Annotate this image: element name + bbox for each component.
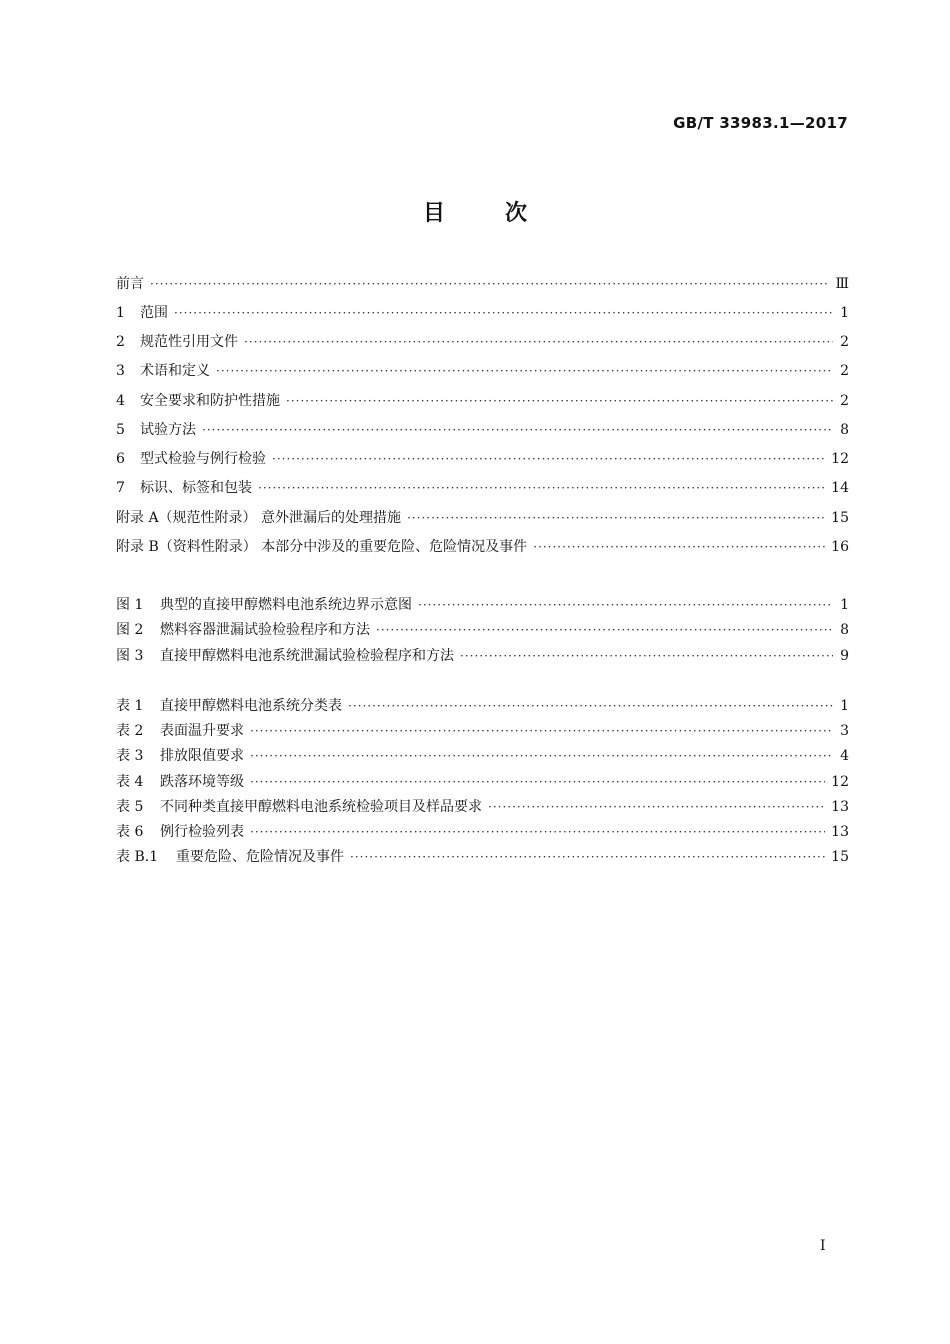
toc-leader-dots	[460, 645, 833, 667]
toc-leader-dots	[244, 331, 833, 353]
toc-table-label: 重要危险、危险情况及事件	[176, 849, 344, 865]
toc-entry[interactable]	[116, 536, 849, 558]
toc-leader-dots	[250, 771, 825, 793]
toc-figure-label: 燃料容器泄漏试验检验程序和方法	[160, 622, 370, 638]
toc-figure-page: 9	[840, 648, 849, 664]
toc-entry-label: 规范性引用文件	[140, 334, 238, 350]
toc-table-entry[interactable]	[116, 720, 849, 742]
toc-entry-page: 14	[831, 480, 849, 496]
toc-table-label: 直接甲醇燃料电池系统分类表	[160, 698, 342, 714]
toc-figure-page: 8	[840, 622, 849, 638]
toc-entry[interactable]	[116, 360, 849, 382]
toc-leader-dots	[250, 745, 833, 767]
toc-table-entry[interactable]	[116, 745, 849, 767]
toc-entry-number: 3	[116, 363, 125, 379]
page-number: I	[820, 1238, 826, 1254]
toc-entry-page: 2	[840, 363, 849, 379]
toc-entry[interactable]	[116, 477, 849, 499]
toc-figure-page: 1	[840, 597, 849, 613]
toc-leader-dots	[272, 448, 825, 470]
toc-entry-page: Ⅲ	[835, 276, 849, 292]
toc-table-page: 13	[831, 824, 849, 840]
toc-entry[interactable]	[116, 390, 849, 412]
toc-figure-entry[interactable]	[116, 594, 849, 616]
toc-table-page: 3	[840, 723, 849, 739]
toc-leader-dots	[350, 846, 825, 868]
toc-leader-dots	[216, 360, 833, 382]
toc-leader-dots	[376, 619, 833, 641]
toc-entry-number: 6	[116, 451, 125, 467]
toc-entry-page: 2	[840, 393, 849, 409]
toc-table-page: 13	[831, 799, 849, 815]
toc-table-page: 12	[831, 774, 849, 790]
toc-figure-number: 图 2	[116, 622, 144, 638]
toc-leader-dots	[348, 695, 833, 717]
toc-table-entry[interactable]	[116, 771, 849, 793]
toc-entry-page: 12	[831, 451, 849, 467]
toc-leader-dots	[407, 507, 825, 529]
toc-table-page: 4	[840, 748, 849, 764]
toc-leader-dots	[418, 594, 833, 616]
toc-table-page: 15	[831, 849, 849, 865]
toc-entry-number: 7	[116, 480, 125, 496]
toc-entry-page: 2	[840, 334, 849, 350]
toc-entry-page: 8	[840, 422, 849, 438]
toc-entry-label: 附录 B（资料性附录） 本部分中涉及的重要危险、危险情况及事件	[116, 539, 528, 555]
toc-entry-label: 前言	[116, 276, 144, 292]
toc-entry-label: 附录 A（规范性附录） 意外泄漏后的处理措施	[116, 510, 402, 526]
toc-entry-label: 术语和定义	[140, 363, 210, 379]
toc-entry-label: 标识、标签和包装	[140, 480, 252, 496]
toc-figure-number: 图 3	[116, 648, 144, 664]
toc-table-label: 例行检验列表	[160, 824, 244, 840]
toc-table-page: 1	[840, 698, 849, 714]
toc-entry[interactable]	[116, 302, 849, 324]
toc-leader-dots	[258, 477, 825, 499]
toc-entry-number: 1	[116, 305, 125, 321]
toc-entry-label: 型式检验与例行检验	[140, 451, 266, 467]
toc-entry-label: 试验方法	[140, 422, 196, 438]
toc-table-entry[interactable]	[116, 846, 849, 868]
toc-table-entry[interactable]	[116, 695, 849, 717]
toc-entry[interactable]	[116, 507, 849, 529]
toc-leader-dots	[150, 273, 829, 295]
toc-figure-label: 典型的直接甲醇燃料电池系统边界示意图	[160, 597, 412, 613]
toc-table-number: 表 5	[116, 799, 144, 815]
toc-figure-entry[interactable]	[116, 645, 849, 667]
toc-entry-number: 5	[116, 422, 125, 438]
toc-entry[interactable]	[116, 448, 849, 470]
toc-leader-dots	[250, 821, 825, 843]
toc-leader-dots	[202, 419, 833, 441]
toc-leader-dots	[488, 796, 825, 818]
toc-table-entry[interactable]	[116, 796, 849, 818]
toc-entry-number: 4	[116, 393, 125, 409]
toc-figure-entry[interactable]	[116, 619, 849, 641]
toc-table-entry[interactable]	[116, 821, 849, 843]
title-char-2: 次	[505, 201, 528, 226]
toc-table-number: 表 B.1	[116, 849, 159, 865]
toc-figure-number: 图 1	[116, 597, 144, 613]
toc-table-label: 排放限值要求	[160, 748, 244, 764]
toc-entry[interactable]	[116, 419, 849, 441]
toc-table-number: 表 4	[116, 774, 144, 790]
title-char-1: 目	[422, 201, 445, 226]
standard-code: GB/T 33983.1—2017	[673, 114, 848, 132]
toc-leader-dots	[286, 390, 833, 412]
toc-figure-label: 直接甲醇燃料电池系统泄漏试验检验程序和方法	[160, 648, 454, 664]
toc-leader-dots	[174, 302, 833, 324]
toc-leader-dots	[250, 720, 833, 742]
toc-table-label: 不同种类直接甲醇燃料电池系统检验项目及样品要求	[160, 799, 482, 815]
toc-entry-page: 1	[840, 305, 849, 321]
toc-leader-dots	[533, 536, 825, 558]
toc-table-number: 表 1	[116, 698, 144, 714]
toc-entry[interactable]	[116, 273, 849, 295]
toc-entry-number: 2	[116, 334, 125, 350]
toc-entry-label: 范围	[140, 305, 168, 321]
toc-entry-page: 16	[831, 539, 849, 555]
toc-table-label: 表面温升要求	[160, 723, 244, 739]
toc-table-label: 跌落环境等级	[160, 774, 244, 790]
toc-entry[interactable]	[116, 331, 849, 353]
toc-entry-page: 15	[831, 510, 849, 526]
toc-table-number: 表 3	[116, 748, 144, 764]
toc-table-number: 表 2	[116, 723, 144, 739]
page-title	[0, 196, 950, 227]
toc-table-number: 表 6	[116, 824, 144, 840]
toc-entry-label: 安全要求和防护性措施	[140, 393, 280, 409]
